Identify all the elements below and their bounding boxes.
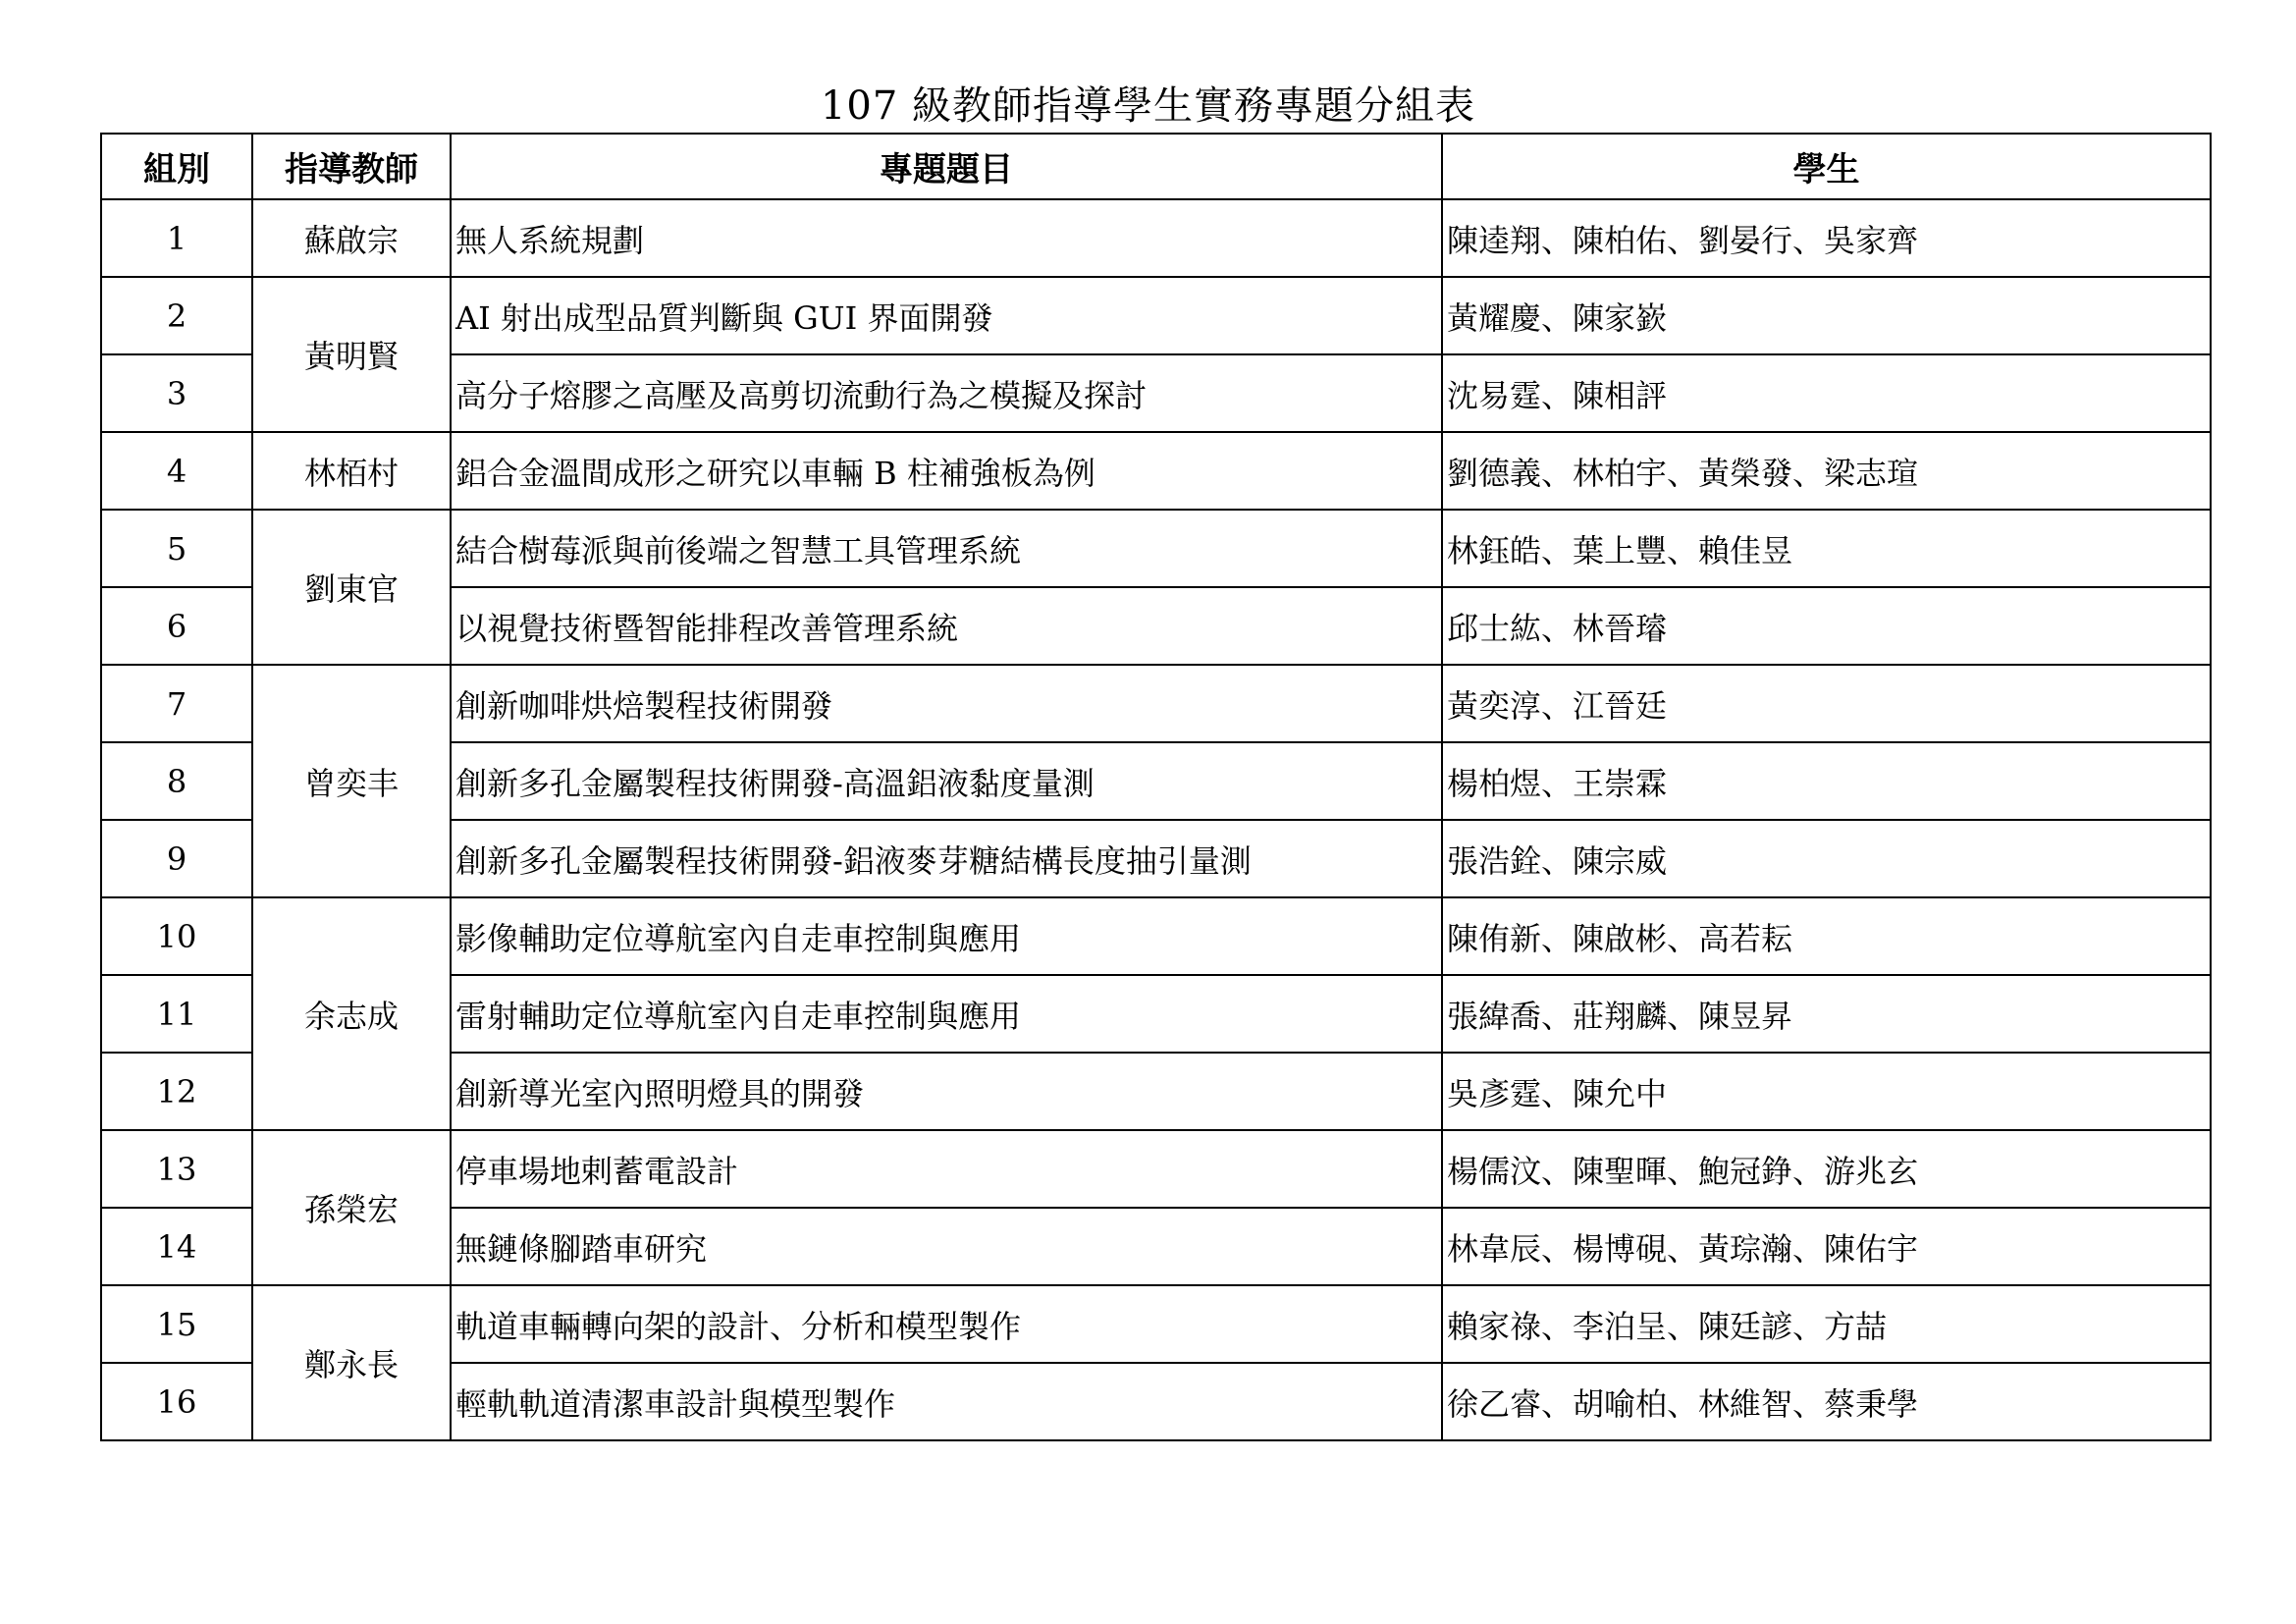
group-number: 10: [101, 897, 252, 975]
header-teacher: 指導教師: [252, 134, 451, 199]
student-names: 楊儒汶、陳聖暉、鮑冠錚、游兆玄: [1442, 1130, 2211, 1208]
student-names: 徐乙睿、胡喻柏、林維智、蔡秉學: [1442, 1363, 2211, 1440]
header-group: 組別: [101, 134, 252, 199]
group-number: 11: [101, 975, 252, 1053]
group-number: 8: [101, 742, 252, 820]
student-names: 張緯喬、莊翔麟、陳昱昇: [1442, 975, 2211, 1053]
group-number: 15: [101, 1285, 252, 1363]
group-number: 16: [101, 1363, 252, 1440]
group-number: 14: [101, 1208, 252, 1285]
header-row: [101, 134, 2211, 199]
topic-title: AI 射出成型品質判斷與 GUI 界面開發: [451, 277, 1442, 354]
group-number: 3: [101, 354, 252, 432]
group-number: 5: [101, 510, 252, 587]
teacher-name: 劉東官: [252, 510, 451, 665]
group-number: 7: [101, 665, 252, 742]
student-names: 劉德義、林柏宇、黃榮發、梁志瑄: [1442, 432, 2211, 510]
student-names: 賴家祿、李泊呈、陳廷諺、方喆: [1442, 1285, 2211, 1363]
topic-title: 創新導光室內照明燈具的開發: [451, 1053, 1442, 1130]
table-row: [101, 897, 2211, 975]
group-number: 6: [101, 587, 252, 665]
topic-title: 鋁合金溫間成形之研究以車輛 B 柱補強板為例: [451, 432, 1442, 510]
teacher-name: 黃明賢: [252, 277, 451, 432]
student-names: 邱士紘、林晉璿: [1442, 587, 2211, 665]
table-row: [101, 1130, 2211, 1208]
group-number: 12: [101, 1053, 252, 1130]
student-names: 楊柏煜、王崇霖: [1442, 742, 2211, 820]
topic-title: 高分子熔膠之高壓及高剪切流動行為之模擬及探討: [451, 354, 1442, 432]
topic-title: 創新多孔金屬製程技術開發-鋁液麥芽糖結構長度抽引量測: [451, 820, 1442, 897]
topic-title: 軌道車輛轉向架的設計、分析和模型製作: [451, 1285, 1442, 1363]
student-names: 陳逵翔、陳柏佑、劉晏行、吳家齊: [1442, 199, 2211, 277]
table-row: [101, 432, 2211, 510]
table-row: [101, 277, 2211, 354]
topic-title: 無鏈條腳踏車研究: [451, 1208, 1442, 1285]
table-row: [101, 510, 2211, 587]
student-names: 林韋辰、楊博硯、黃琮瀚、陳佑宇: [1442, 1208, 2211, 1285]
teacher-name: 孫榮宏: [252, 1130, 451, 1285]
topic-title: 輕軌軌道清潔車設計與模型製作: [451, 1363, 1442, 1440]
student-names: 黃耀慶、陳家嶔: [1442, 277, 2211, 354]
group-table: [100, 133, 2212, 1441]
header-students: 學生: [1442, 134, 2211, 199]
table-row: [101, 199, 2211, 277]
group-number: 9: [101, 820, 252, 897]
student-names: 陳侑新、陳啟彬、高若耘: [1442, 897, 2211, 975]
topic-title: 停車場地剌蓄電設計: [451, 1130, 1442, 1208]
topic-title: 無人系統規劃: [451, 199, 1442, 277]
topic-title: 創新咖啡烘焙製程技術開發: [451, 665, 1442, 742]
group-number: 1: [101, 199, 252, 277]
teacher-name: 曾奕丰: [252, 665, 451, 897]
topic-title: 影像輔助定位導航室內自走車控制與應用: [451, 897, 1442, 975]
teacher-name: 余志成: [252, 897, 451, 1130]
teacher-name: 蘇啟宗: [252, 199, 451, 277]
header-topic: 專題題目: [451, 134, 1442, 199]
table-row: [101, 1285, 2211, 1363]
student-names: 吳彥霆、陳允中: [1442, 1053, 2211, 1130]
student-names: 沈易霆、陳相評: [1442, 354, 2211, 432]
table-row: [101, 665, 2211, 742]
group-number: 2: [101, 277, 252, 354]
topic-title: 創新多孔金屬製程技術開發-高溫鋁液黏度量測: [451, 742, 1442, 820]
topic-title: 雷射輔助定位導航室內自走車控制與應用: [451, 975, 1442, 1053]
teacher-name: 林栢村: [252, 432, 451, 510]
group-number: 13: [101, 1130, 252, 1208]
student-names: 張浩銓、陳宗威: [1442, 820, 2211, 897]
group-number: 4: [101, 432, 252, 510]
document-title: 107 級教師指導學生實務專題分組表: [820, 83, 1476, 129]
topic-title: 結合樹莓派與前後端之智慧工具管理系統: [451, 510, 1442, 587]
student-names: 黃奕淳、江晉廷: [1442, 665, 2211, 742]
teacher-name: 鄭永長: [252, 1285, 451, 1440]
topic-title: 以視覺技術暨智能排程改善管理系統: [451, 587, 1442, 665]
student-names: 林鈺皓、葉上豐、賴佳昱: [1442, 510, 2211, 587]
